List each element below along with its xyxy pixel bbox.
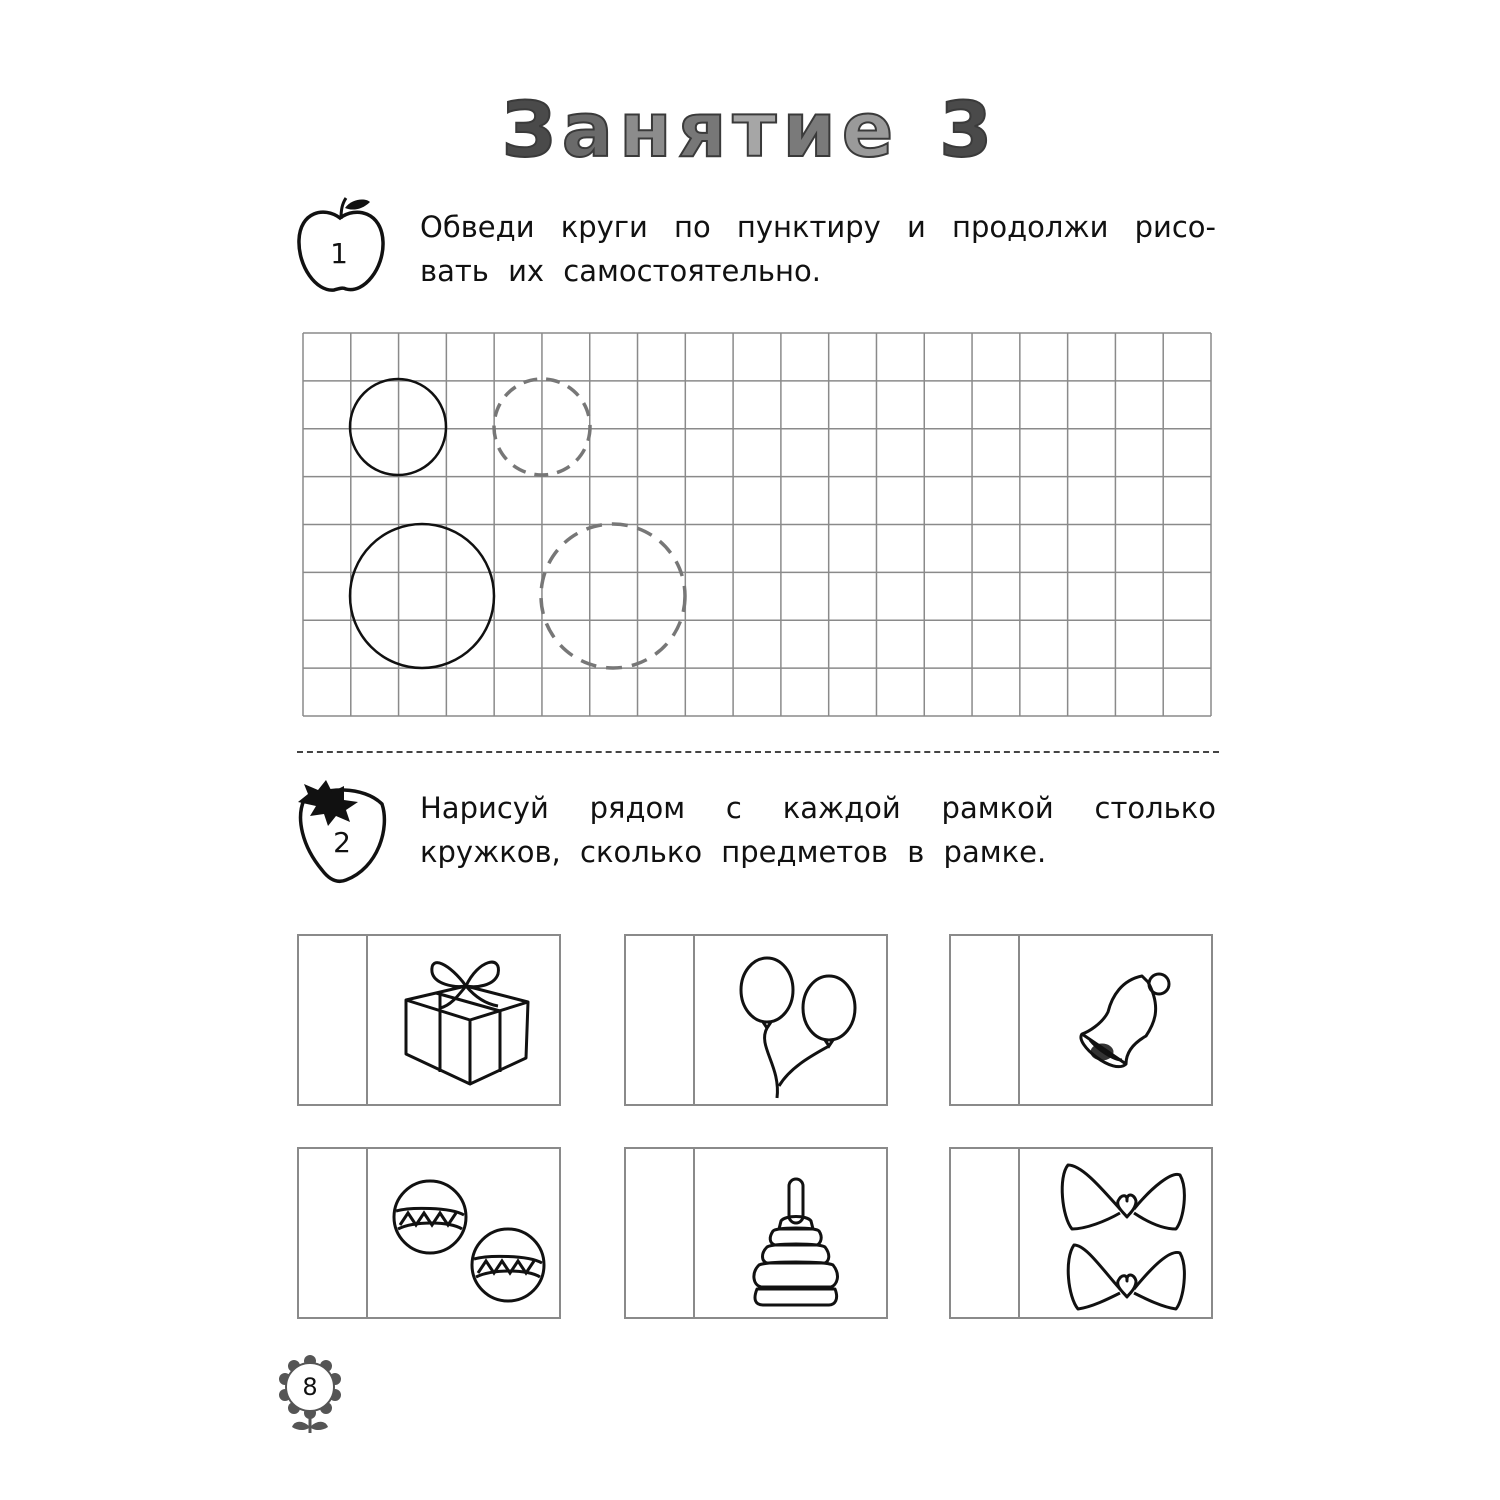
count-frame-balloons xyxy=(624,934,888,1106)
answer-slot[interactable] xyxy=(951,1149,1020,1317)
section-divider xyxy=(297,751,1219,753)
task-2-instruction: Нарисуй рядом с каждой рамкой столько кружков, сколько предметов в рамке. xyxy=(420,791,1216,869)
answer-slot[interactable] xyxy=(299,1149,368,1317)
page-number: 8 xyxy=(302,1373,318,1401)
title-letter: и xyxy=(782,85,842,174)
answer-slot[interactable] xyxy=(299,936,368,1104)
task-2-badge xyxy=(294,780,390,886)
gift-icon xyxy=(370,936,560,1104)
page-title xyxy=(0,85,1500,174)
drawing-grid xyxy=(302,332,1212,717)
title-letter: т xyxy=(732,85,783,174)
title-letter: я xyxy=(677,85,733,174)
bows-icon xyxy=(1022,1149,1212,1317)
title-letter: н xyxy=(619,85,678,174)
title-number: 3 xyxy=(939,85,999,174)
count-frame-bell xyxy=(949,934,1213,1106)
answer-slot[interactable] xyxy=(626,1149,695,1317)
balloons-icon xyxy=(697,936,887,1104)
large-sample-circle xyxy=(350,524,494,668)
count-frame-balls xyxy=(297,1147,561,1319)
task-number: 2 xyxy=(333,826,351,859)
page-number-badge xyxy=(278,1355,346,1435)
task-number: 1 xyxy=(330,237,348,270)
count-frame-pyramid xyxy=(624,1147,888,1319)
strawberry-icon xyxy=(294,780,390,886)
title-letter: З xyxy=(501,85,562,174)
answer-slot[interactable] xyxy=(626,936,695,1104)
count-frame-bows xyxy=(949,1147,1213,1319)
apple-icon xyxy=(294,196,390,296)
bell-icon xyxy=(1022,936,1212,1104)
large-traceable-circle[interactable] xyxy=(541,524,685,668)
title-letter: а xyxy=(561,85,620,174)
title-letter: е xyxy=(841,85,900,174)
task-1-instruction: Обведи круги по пунктиру и продолжи рисовать их самостоятельно. xyxy=(420,210,1216,288)
answer-slot[interactable] xyxy=(951,936,1020,1104)
count-frame-gift xyxy=(297,934,561,1106)
task-1-badge xyxy=(294,196,390,296)
balls-icon xyxy=(370,1149,560,1317)
pyramid-toy-icon xyxy=(697,1149,887,1317)
